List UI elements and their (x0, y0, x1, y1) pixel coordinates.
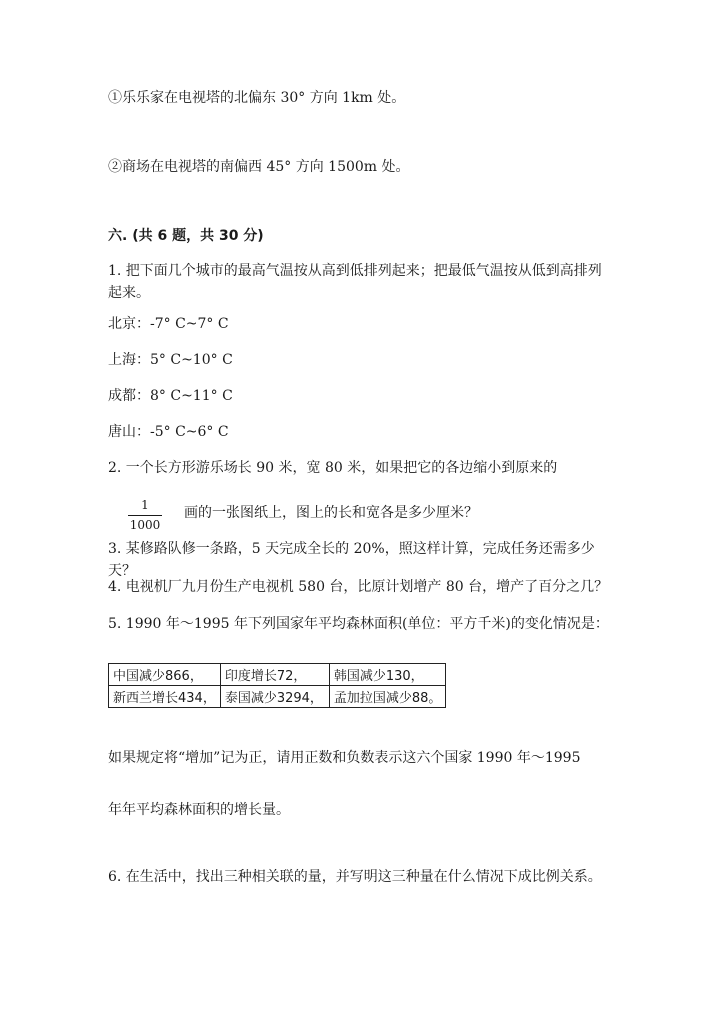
city-beijing: 北京：-7° C~7° C (108, 316, 229, 332)
fraction-numerator: 1 (141, 498, 149, 512)
forest-change-table (108, 663, 446, 708)
question-4-text: 4. 电视机厂九月份生产电视机 580 台，比原计划增产 80 台，增产了百分之几？ (108, 579, 609, 595)
answer-item-1: ①乐乐家在电视塔的北偏东 30° 方向 1km 处。 (108, 90, 406, 106)
question-3-text: 3. 某修路队修一条路，5 天完成全长的 20%，照这样计算，完成任务还需多少天？ (108, 541, 595, 579)
table-cell: 孟加拉国减少88。 (329, 686, 446, 708)
question-5-text: 5. 1990 年～1995 年下列国家年平均森林面积(单位：平方千米)的变化情况是： (108, 616, 609, 632)
table-cell: 中国减少866， (109, 664, 221, 686)
fraction-denominator: 1000 (129, 518, 161, 532)
question-2-text-after: 画的一张图纸上，图上的长和宽各是多少厘米？ (184, 505, 478, 521)
question-2-text: 2. 一个长方形游乐场长 90 米，宽 80 米，如果把它的各边缩小到原来的 (108, 460, 558, 476)
city-chengdu: 成都：8° C~11° C (108, 388, 233, 404)
answer-item-2: ②商场在电视塔的南偏西 45° 方向 1500m 处。 (108, 159, 410, 175)
table-row (109, 686, 446, 708)
fraction-bar (128, 515, 162, 516)
city-shanghai: 上海：5° C~10° C (108, 352, 233, 368)
table-cell: 韩国减少130， (329, 664, 446, 686)
city-tangshan: 唐山：-5° C~6° C (108, 424, 229, 440)
question-1-text: 1. 把下面几个城市的最高气温按从高到低排列起来；把最低气温按从低到高排列起来。 (108, 263, 602, 301)
question-6-text: 6. 在生活中，找出三种相关联的量，并写明这三种量在什么情况下成比例关系。 (108, 869, 602, 885)
table-cell: 泰国减少3294， (220, 686, 329, 708)
scale-fraction (128, 498, 162, 533)
table-row (109, 664, 446, 686)
question-5-followup-line-1: 如果规定将“增加”记为正，请用正数和负数表示这六个国家 1990 年～1995 (108, 750, 581, 766)
section-heading: 六. (共 6 题，共 30 分) (108, 228, 264, 244)
table-cell: 印度增长72， (220, 664, 329, 686)
table-cell: 新西兰增长434， (109, 686, 221, 708)
question-5-followup-line-2: 年年平均森林面积的增长量。 (108, 802, 290, 818)
